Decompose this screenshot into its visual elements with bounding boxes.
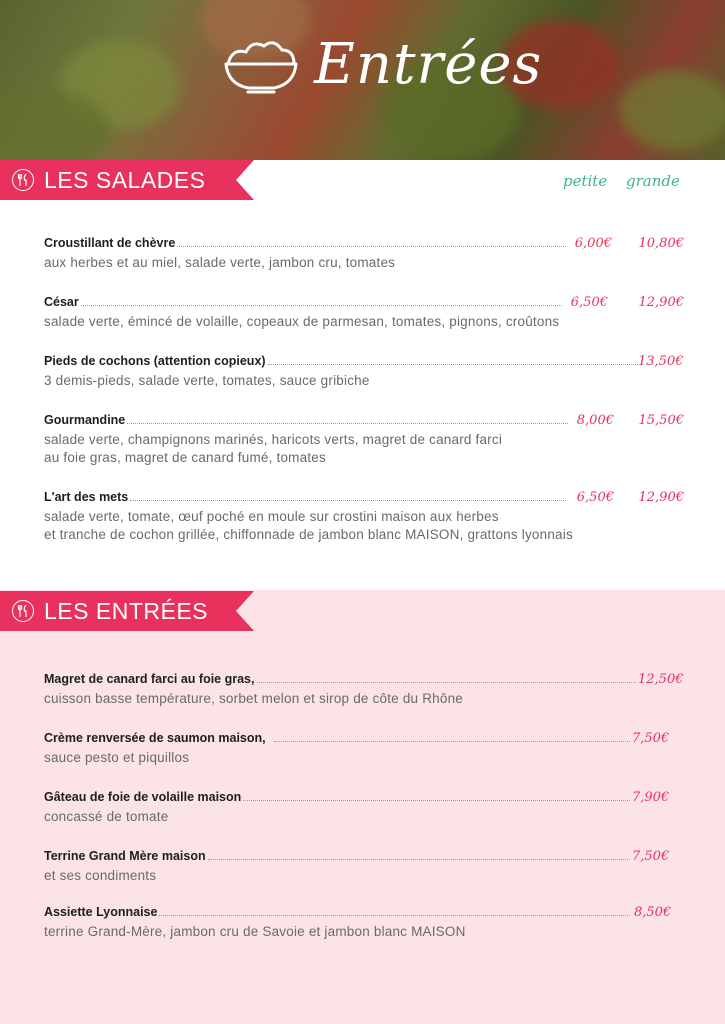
item-price: 7,50€ — [632, 849, 670, 864]
menu-item — [44, 905, 684, 941]
menu-item — [44, 731, 684, 767]
item-description: cuisson basse température, sorbet melon et sirop de côte du Rhône — [44, 691, 463, 706]
item-description: aux herbes et au miel, salade verte, jambon cru, tomates — [44, 255, 396, 270]
price-petite: 6,00€ — [574, 236, 612, 251]
item-price: 8,50€ — [634, 905, 672, 920]
price-grande: 12,90€ — [638, 490, 684, 505]
item-description: et ses condiments — [44, 868, 157, 883]
fork-knife-icon — [12, 600, 34, 622]
item-price: 7,50€ — [632, 731, 670, 746]
item-name: Terrine Grand Mère maison — [44, 849, 206, 863]
item-price: 7,90€ — [632, 790, 670, 805]
item-name: Gourmandine — [44, 413, 126, 427]
item-name: Pieds de cochons (attention copieux) — [44, 354, 266, 368]
menu-item — [44, 490, 684, 544]
item-price: 12,50€ — [638, 672, 684, 687]
item-description: concassé de tomate — [44, 809, 169, 824]
price-grande: 15,50€ — [638, 413, 684, 428]
menu-item — [44, 236, 684, 272]
item-description: terrine Grand-Mère, jambon cru de Savoie et jambon blanc MAISON — [44, 924, 466, 939]
item-name: Crème renversée de saumon maison, — [44, 731, 266, 745]
item-description: et tranche de cochon grillée, chiffonnade de jambon blanc MAISON, grattons lyonnais — [44, 527, 573, 542]
menu-item — [44, 354, 684, 390]
item-name: Croustillant de chèvre — [44, 236, 176, 250]
page-title: Entrées — [314, 32, 543, 97]
section-banner-entrees — [0, 591, 236, 631]
price-grande: 10,80€ — [638, 236, 684, 251]
item-description: 3 demis-pieds, salade verte, tomates, sauce gribiche — [44, 373, 370, 388]
item-name: Assiette Lyonnaise — [44, 905, 158, 919]
price-petite: 6,50€ — [576, 490, 614, 505]
item-description: salade verte, tomate, œuf poché en moule sur crostini maison aux herbes — [44, 509, 499, 524]
item-name: César — [44, 295, 79, 309]
price-petite: 6,50€ — [570, 295, 608, 310]
item-description: salade verte, champignons marinés, haricots verts, magret de canard farci — [44, 432, 503, 447]
menu-item — [44, 790, 684, 826]
menu-item — [44, 849, 684, 885]
menu-item — [44, 672, 684, 708]
price-grande: 12,90€ — [638, 295, 684, 310]
item-name: Gâteau de foie de volaille maison — [44, 790, 242, 804]
header-title-group — [222, 34, 542, 96]
header-photo — [0, 0, 725, 160]
menu-item — [44, 413, 684, 467]
banner-label: LES ENTRÉES — [44, 597, 208, 624]
section-banner-salades — [0, 160, 236, 200]
item-description: sauce pesto et piquillos — [44, 750, 190, 765]
column-header-grande: grande — [626, 172, 680, 190]
item-description: salade verte, émincé de volaille, copeaux de parmesan, tomates, pignons, croûtons — [44, 314, 560, 329]
price-petite: 8,00€ — [576, 413, 614, 428]
price-grande: 13,50€ — [638, 354, 684, 369]
banner-label: LES SALADES — [44, 166, 206, 193]
salad-bowl-icon — [222, 34, 300, 96]
item-name: Magret de canard farci au foie gras, — [44, 672, 255, 686]
fork-knife-icon — [12, 169, 34, 191]
item-name: L'art des mets — [44, 490, 129, 504]
column-header-petite: petite — [563, 172, 608, 190]
item-description: au foie gras, magret de canard fumé, tomates — [44, 450, 326, 465]
menu-item — [44, 295, 684, 331]
